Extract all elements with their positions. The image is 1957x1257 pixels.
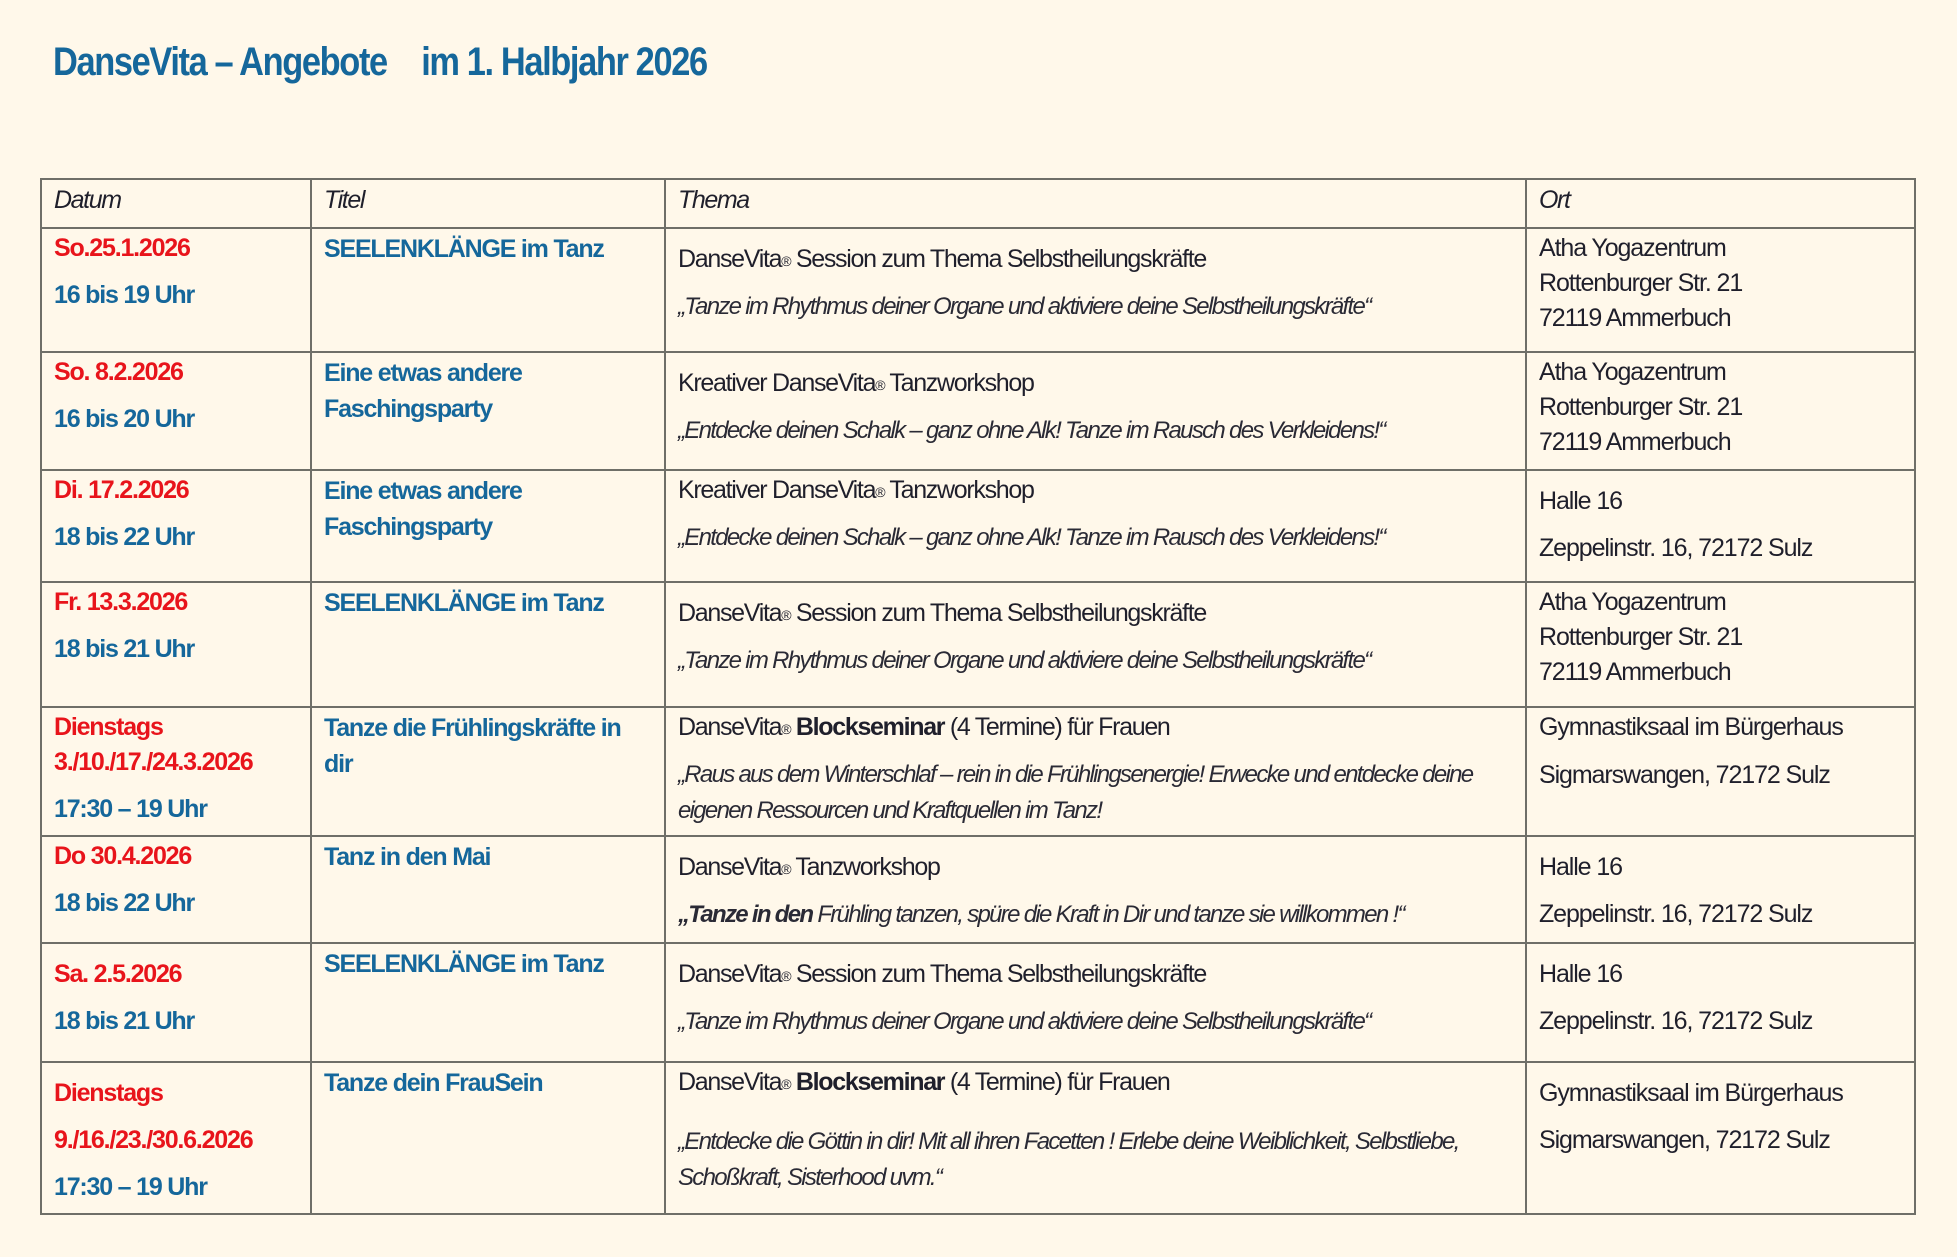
location-line: Rottenburger Str. 21 [1539,393,1743,421]
location-line: Halle 16 [1539,487,1622,515]
title-cell [311,1062,665,1214]
location-line: Atha Yogazentrum [1539,234,1726,262]
event-title: Tanze dein FrauSein [324,1069,543,1097]
location-line: Sigmarswangen, 72172 Sulz [1539,1126,1830,1154]
theme-cell [665,1062,1526,1214]
page-title-period: im 1. Halbjahr 2026 [421,40,707,84]
header-thema: Thema [665,179,1526,228]
location-line: 72119 Ammerbuch [1539,658,1731,686]
event-time: 18 bis 21 Uhr [54,1007,195,1035]
table-row [41,1062,1915,1214]
event-time: 16 bis 20 Uhr [54,405,195,433]
location-cell [1526,470,1915,582]
date-cell [41,836,311,943]
theme-cell [665,352,1526,470]
location-cell [1526,707,1915,836]
event-theme: DanseVita® Session zum Thema Selbstheilungskräfte [678,599,1206,627]
title-cell [311,470,665,582]
location-cell [1526,228,1915,352]
event-quote: „Raus aus dem Winterschlaf – rein in die Frühlingsenergie! Erwecke und entdecke deine eigenen Ressourcen und Kraftquellen im Tanz! [678,761,1473,824]
event-quote: „Tanze im Rhythmus deiner Organe und aktiviere deine Selbstheilungskräfte“ [678,1008,1371,1035]
header-datum: Datum [41,179,311,228]
event-date: Sa. 2.5.2026 [54,960,182,988]
event-quote: „Tanze im Rhythmus deiner Organe und aktiviere deine Selbstheilungskräfte“ [678,647,1371,674]
event-theme: Kreativer DanseVita® Tanzworkshop [678,369,1034,397]
location-line: Gymnastiksaal im Bürgerhaus [1539,1079,1843,1107]
date-cell [41,707,311,836]
table-row [41,470,1915,582]
date-cell [41,228,311,352]
title-cell [311,352,665,470]
event-theme: DanseVita® Tanzworkshop [678,853,940,881]
title-cell [311,943,665,1062]
event-date: Di. 17.2.2026 [54,476,189,504]
event-title: Tanze die Frühlingskräfte in dir [324,714,621,778]
theme-cell [665,707,1526,836]
event-time: 18 bis 21 Uhr [54,635,195,663]
event-title: Tanz in den Mai [324,843,491,871]
event-date: Fr. 13.3.2026 [54,588,188,616]
event-date-label: Dienstags [54,713,163,741]
location-line: Gymnastiksaal im Bürgerhaus [1539,713,1843,741]
event-quote: „Entdecke die Göttin in dir! Mit all ihren Facetten ! Erlebe deine Weiblichkeit, Selbstliebe, Schoßkraft, Sisterhood uvm.“ [678,1128,1459,1191]
location-cell [1526,836,1915,943]
theme-cell [665,228,1526,352]
theme-cell [665,582,1526,707]
location-line: Zeppelinstr. 16, 72172 Sulz [1539,534,1813,562]
table-row [41,836,1915,943]
event-quote: „Tanze in den Frühling tanzen, spüre die Kraft in Dir und tanze sie willkommen !“ [678,901,1404,928]
location-line: Atha Yogazentrum [1539,588,1726,616]
location-line: Zeppelinstr. 16, 72172 Sulz [1539,900,1813,928]
location-line: Halle 16 [1539,853,1622,881]
event-title: SEELENKLÄNGE im Tanz [324,589,604,617]
event-date: So.25.1.2026 [54,234,190,262]
location-cell [1526,582,1915,707]
event-theme: DanseVita® Blockseminar (4 Termine) für Frauen [678,1068,1170,1096]
date-cell [41,582,311,707]
event-date: Do 30.4.2026 [54,842,192,870]
event-theme: DanseVita® Session zum Thema Selbstheilungskräfte [678,245,1206,273]
event-date: 3./10./17./24.3.2026 [54,748,253,776]
table-row [41,707,1915,836]
title-cell [311,582,665,707]
date-cell [41,943,311,1062]
table-row [41,582,1915,707]
table-row [41,352,1915,470]
date-cell [41,1062,311,1214]
event-quote: „Entdecke deinen Schalk – ganz ohne Alk! Tanze im Rausch des Verkleidens!“ [678,417,1385,444]
title-cell [311,707,665,836]
event-quote: „Tanze im Rhythmus deiner Organe und aktiviere deine Selbstheilungskräfte“ [678,293,1371,320]
event-date-label: Dienstags [54,1079,163,1107]
title-cell [311,836,665,943]
location-cell [1526,1062,1915,1214]
header-ort: Ort [1526,179,1915,228]
event-time: 18 bis 22 Uhr [54,523,195,551]
date-cell [41,470,311,582]
event-title: SEELENKLÄNGE im Tanz [324,950,604,978]
event-time: 18 bis 22 Uhr [54,889,195,917]
event-date: 9./16./23./30.6.2026 [54,1126,253,1154]
event-time: 17:30 – 19 Uhr [54,1173,207,1201]
theme-cell [665,470,1526,582]
location-line: Atha Yogazentrum [1539,358,1726,386]
date-cell [41,352,311,470]
event-time: 16 bis 19 Uhr [54,281,195,309]
location-cell [1526,943,1915,1062]
title-cell [311,228,665,352]
event-title: Eine etwas andere Faschingsparty [324,477,522,541]
location-line: Zeppelinstr. 16, 72172 Sulz [1539,1007,1813,1035]
event-theme: DanseVita® Blockseminar (4 Termine) für Frauen [678,713,1170,741]
page-title-main: DanseVita – Angebote [53,40,387,84]
table-row [41,943,1915,1062]
event-title: Eine etwas andere Faschingsparty [324,359,522,423]
location-cell [1526,352,1915,470]
location-line: 72119 Ammerbuch [1539,304,1731,332]
event-title: SEELENKLÄNGE im Tanz [324,235,604,263]
theme-cell [665,836,1526,943]
location-line: Sigmarswangen, 72172 Sulz [1539,761,1830,789]
events-table [40,178,1916,1215]
location-line: Rottenburger Str. 21 [1539,269,1743,297]
page-title [53,40,707,85]
table-row [41,228,1915,352]
event-theme: DanseVita® Session zum Thema Selbstheilungskräfte [678,960,1206,988]
location-line: Halle 16 [1539,960,1622,988]
location-line: Rottenburger Str. 21 [1539,623,1743,651]
event-time: 17:30 – 19 Uhr [54,795,207,823]
event-date: So. 8.2.2026 [54,358,183,386]
table-header-row [41,179,1915,228]
header-titel: Titel [311,179,665,228]
theme-cell [665,943,1526,1062]
event-quote: „Entdecke deinen Schalk – ganz ohne Alk! Tanze im Rausch des Verkleidens!“ [678,524,1385,551]
event-theme: Kreativer DanseVita® Tanzworkshop [678,476,1034,504]
location-line: 72119 Ammerbuch [1539,428,1731,456]
